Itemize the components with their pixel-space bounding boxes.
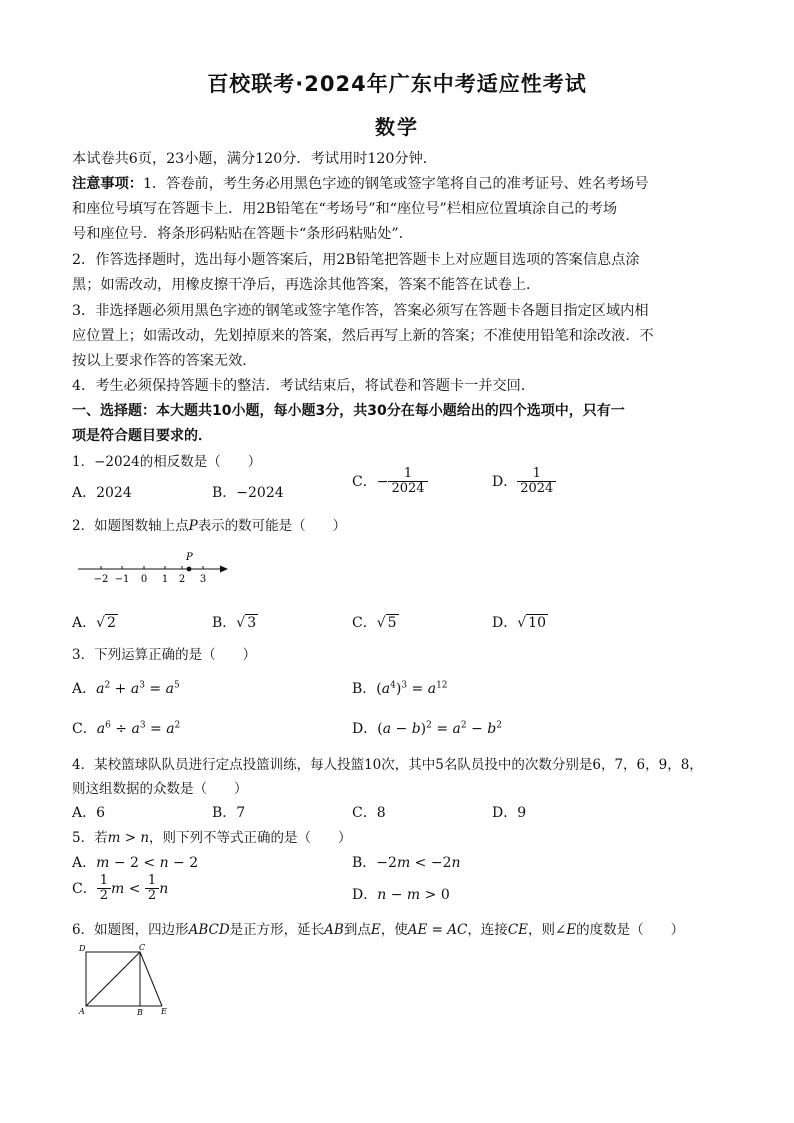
vertex-d-label: D [79,944,86,953]
q1-c-label: C． [352,473,377,490]
q4-stem-1: 4．某校篮球队队员进行定点投篮训练，每人投篮10次，其中5名队员投中的次数分别是6，7，6，9，8， [72,757,703,773]
q2-c-radicand: 5 [387,615,397,631]
q2-d-radicand: 10 [528,615,546,631]
point-p-marker [187,567,192,572]
notes-line-5: 黑；如需改动，用橡皮擦干净后，再选涂其他答案，答案不能答在试卷上． [72,277,541,293]
q2-option-a: A．√ 2 [72,615,116,631]
q2-b-radicand: 3 [247,615,257,631]
q5-a-label: A． [72,855,97,871]
q5-option-d: D．n − m > 0 [352,887,450,903]
q6-stem: 6．如题图，四边形ABCD是正方形，延长AB到点E，使AE = AC，连接CE，则∠E的度数是（ ） [72,922,685,938]
q1-stem: 1．−2024的相反数是（ ） [72,454,262,470]
q1-d-label: D． [492,473,518,490]
q6-stem-mid1: 是正方形，延长 [229,922,325,938]
q1-c-sign: − [376,473,389,490]
q2-option-c: C．√ 5 [352,615,397,631]
notes-line-1 [72,173,649,193]
tick-label: 0 [140,574,148,585]
q1-d-fraction [517,467,556,497]
tick-label: −2 [93,574,109,585]
q2-stem-pre: 2．如题图数轴上点 [72,518,189,534]
q2-d-label: D． [492,615,518,631]
q2-option-b: B．√ 3 [212,615,257,631]
notes-line-4: 2．作答选择题时，选出每小题答案后，用2B铅笔把答题卡上对应题目选项的答案信息点涂 [72,252,640,268]
q4-option-d: D．9 [492,805,527,821]
notes-line-9: 4．考生必须保持答题卡的整洁．考试结束后，将试卷和答题卡一并交回． [72,378,536,394]
q5-option-b: B．−2m < −2n [352,855,461,871]
q5-d-label: D． [352,887,378,903]
q3-b-label: B． [352,681,377,697]
q3-option-d: D．$(a - b)^2 = a^2 - b^2$ [352,720,502,737]
tick-label: −1 [114,574,130,585]
q2-stem [72,514,346,534]
point-p-label: P [186,552,193,563]
notes-line-2: 和座位号填写在答题卡上．用2B铅笔在“考场号”和“座位号”栏相应位置填涂自己的考场 [72,201,618,217]
vertex-b-label: B [137,1008,143,1017]
q2-c-label: C． [352,615,377,631]
section1-heading-1: 一、选择题：本大题共10小题，每小题3分，共30分在每小题给出的四个选项中，只有一 [72,403,625,419]
q3-a-label: A． [72,681,97,697]
tick-label: 3 [199,574,207,585]
q2-a-label: A． [72,615,97,631]
q3-option-b: B．$(a^4)^3 = a^{12}$ [352,680,448,697]
vertex-c-label: C [139,943,146,952]
q5-b-label: B． [352,855,377,871]
notes-text-1: 1．答卷前，考生务必用黑色字迹的钢笔或签字笔将自己的准考证号、姓名考场号 [142,176,649,192]
q1-option-d [492,467,556,497]
segment-ce [140,952,162,1006]
q1-d-denominator: 2024 [517,481,556,496]
q2-option-d: D．√ 10 [492,615,546,631]
exam-subject: 数学 [375,115,419,139]
notes-line-8: 按以上要求作答的答案无效． [72,353,257,369]
q5-stem: 5．若m > n，则下列不等式正确的是（ ） [72,830,352,846]
q1-option-c [352,467,428,497]
q2-stem-var: P [188,518,198,534]
notes-line-6: 3．非选择题必须用黑色字迹的钢笔或签字笔作答，答案必须写在答题卡各题目指定区域内相 [72,303,649,319]
q2-b-label: B． [212,615,237,631]
notes-line-3: 号和座位号．将条形码粘贴在答题卡“条形码粘贴处”． [72,226,413,242]
intro-text: 本试卷共6页，23小题，满分120分．考试用时120分钟． [72,151,437,167]
q3-option-c: C．$a^6 \div a^3 = a^2$ [72,720,181,737]
q6-stem-mid5: ，则∠ [528,922,567,938]
q6-stem-mid2: 到点 [343,922,371,938]
q6-stem-mid3: ，使 [380,922,408,938]
q2-a-radicand: 2 [107,615,116,631]
q4-option-a: A．6 [72,805,106,821]
q1-option-a: A．2024 [72,485,132,501]
q5-stem-post: ，则下列不等式正确的是（ ） [149,830,352,846]
q5-stem-pre: 5．若 [72,830,108,846]
vertex-e-label: E [161,1007,167,1016]
section1-heading-2: 项是符合题目要求的． [72,428,212,444]
q6-stem-post: 的度数是（ ） [576,922,685,938]
q5-option-a: A．m − 2 < n − 2 [72,855,199,871]
q3-stem: 3．下列运算正确的是（ ） [72,647,257,663]
notes-line-7: 应位置上；如需改动，先划掉原来的答案，然后再写上新的答案；不准使用铅笔和涂改液．不 [72,328,654,344]
notes-label: 注意事项： [72,176,143,192]
q3-d-label: D． [352,721,378,737]
number-line-figure [74,548,234,588]
q3-option-a: A．$a^2 + a^3 = a^5$ [72,680,180,697]
q4-stem-2: 则这组数据的众数是（ ） [72,781,248,797]
diagonal-ac [86,952,140,1006]
vertex-a-label: A [79,1007,85,1016]
tick-label: 1 [161,574,169,585]
square-geometry-figure [76,942,176,1020]
q6-stem-mid4: ，连接 [467,922,508,938]
q5-option-c: C． $\frac{1}{2}$ m < $\frac{1}{2}$ n [72,873,169,904]
q1-c-fraction [388,467,427,497]
q1-option-b: B．−2024 [212,485,284,501]
q1-c-numerator: 1 [403,466,413,481]
q2-stem-post: 表示的数可能是（ ） [197,518,347,534]
q3-c-label: C． [72,721,97,737]
q4-option-c: C．8 [352,805,386,821]
q5-c-label: C． [72,880,97,897]
tick-label: 2 [178,574,186,585]
q4-option-b: B．7 [212,805,246,821]
q1-c-denominator: 2024 [388,481,427,496]
q6-stem-pre: 6．如题图，四边形 [72,922,189,938]
exam-title: 百校联考·2024年广东中考适应性考试 [207,72,587,96]
q1-d-numerator: 1 [532,466,541,481]
